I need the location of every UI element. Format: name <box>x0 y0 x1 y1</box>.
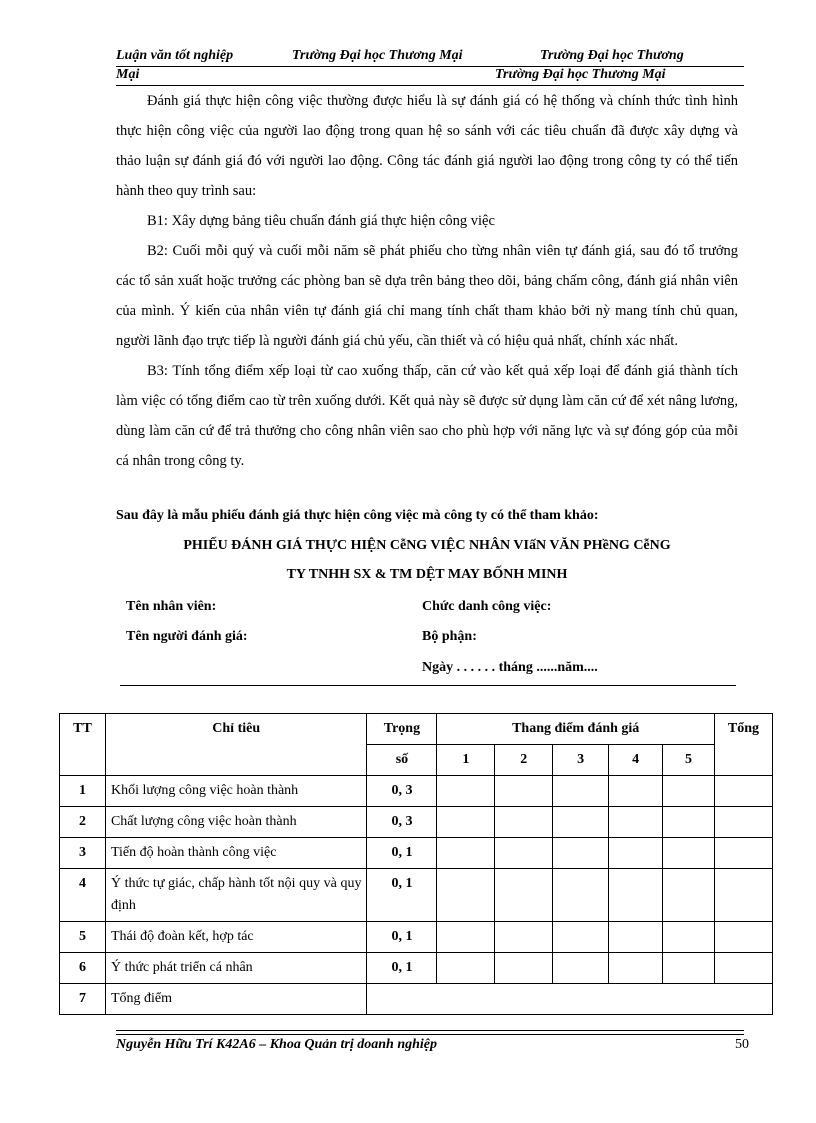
header-score-4: 4 <box>609 745 663 776</box>
score-cell[interactable] <box>495 953 553 984</box>
score-cell[interactable] <box>609 807 663 838</box>
score-cell[interactable] <box>437 807 495 838</box>
score-cell[interactable] <box>437 776 495 807</box>
row-tt: 3 <box>60 838 106 869</box>
score-cell[interactable] <box>553 807 609 838</box>
header-university-2: Trường Đại học Thương <box>540 48 684 63</box>
row-criteria: Tổng điểm <box>105 984 367 1015</box>
table-row <box>60 953 773 984</box>
form-intro: Sau đây là mẫu phiếu đánh giá thực hiện công việc mà công ty có thể tham khảo: <box>116 508 599 523</box>
row-tt: 4 <box>60 869 106 922</box>
paragraph-step-3: B3: Tính tổng điểm xếp loại từ cao xuống thấp, căn cứ vào kết quả xếp loại để đánh giá thành tích làm việc có tổng điểm cao từ trên xuống dưới. Kết quả này sẽ được sử dụng làm căn cứ để xét nâng lương, dùng làm căn cứ để trả thưởng cho công nhân viên sao cho phù hợp với năng lực và sự đóng góp của mỗi cá nhân trong công ty. <box>116 363 738 469</box>
header-criteria: Chỉ tiêu <box>105 714 367 776</box>
score-cell[interactable] <box>553 838 609 869</box>
field-date: Ngày . . . . . . tháng ......năm.... <box>422 660 598 675</box>
total-cell[interactable] <box>714 838 772 869</box>
grand-total-cell[interactable] <box>367 984 773 1015</box>
table-row <box>60 869 773 922</box>
footer-author: Nguyễn Hữu Trí K42A6 – Khoa Quản trị doanh nghiệp <box>116 1037 438 1052</box>
page-number: 50 <box>735 1037 749 1052</box>
header-university-1: Trường Đại học Thương Mại <box>292 48 463 63</box>
table-row <box>60 776 773 807</box>
score-cell[interactable] <box>495 807 553 838</box>
score-cell[interactable] <box>609 838 663 869</box>
score-cell[interactable] <box>437 922 495 953</box>
header-score-2: 2 <box>495 745 553 776</box>
row-weight: 0, 3 <box>367 807 437 838</box>
body-text <box>116 86 738 476</box>
row-criteria: Khối lượng công việc hoàn thành <box>105 776 367 807</box>
row-weight: 0, 3 <box>367 776 437 807</box>
row-tt: 5 <box>60 922 106 953</box>
field-employee-name: Tên nhân viên: <box>126 599 217 614</box>
evaluation-table <box>59 713 773 1015</box>
header-score-1: 1 <box>437 745 495 776</box>
row-criteria: Ý thức tự giác, chấp hành tốt nội quy và quy định <box>105 869 367 922</box>
header-score-3: 3 <box>553 745 609 776</box>
score-cell[interactable] <box>553 953 609 984</box>
footer-rule-2 <box>116 1034 744 1035</box>
total-cell[interactable] <box>714 807 772 838</box>
score-cell[interactable] <box>495 776 553 807</box>
header-score-5: 5 <box>663 745 715 776</box>
form-separator <box>120 685 736 686</box>
page-header <box>116 48 744 68</box>
score-cell[interactable] <box>663 869 715 922</box>
header-total: Tổng <box>714 714 772 776</box>
score-cell[interactable] <box>609 776 663 807</box>
row-weight: 0, 1 <box>367 953 437 984</box>
score-cell[interactable] <box>495 869 553 922</box>
score-cell[interactable] <box>663 807 715 838</box>
header-thesis-label: Luận văn tốt nghiệp <box>116 48 234 63</box>
row-criteria: Ý thức phát triển cá nhân <box>105 953 367 984</box>
score-cell[interactable] <box>437 953 495 984</box>
header-tt: TT <box>60 714 106 776</box>
field-job-title: Chức danh công việc: <box>422 599 552 614</box>
row-criteria: Chất lượng công việc hoàn thành <box>105 807 367 838</box>
total-cell[interactable] <box>714 922 772 953</box>
paragraph-step-2: B2: Cuối mỗi quý và cuối mỗi năm sẽ phát phiếu cho từng nhân viên tự đánh giá, sau đó tổ trưởng các tổ sản xuất hoặc trưởng các phòng ban sẽ dựa trên bảng theo dõi, bảng chấm công, đánh giá nhân viên của mình. Ý kiến của nhân viên tự đánh giá chỉ mang tính chất tham khảo bởi nỳ mang tính chủ quan, người lãnh đạo trực tiếp là người đánh giá chủ yếu, cần thiết và có hiệu quả nhất, chính xác nhất. <box>116 243 738 349</box>
score-cell[interactable] <box>553 776 609 807</box>
header-scale: Thang điểm đánh giá <box>437 714 715 745</box>
score-cell[interactable] <box>495 838 553 869</box>
score-cell[interactable] <box>437 869 495 922</box>
footer-rule <box>116 1030 744 1031</box>
score-cell[interactable] <box>663 776 715 807</box>
table-row-total <box>60 984 773 1015</box>
row-weight: 0, 1 <box>367 869 437 922</box>
page-header-line2 <box>116 67 744 87</box>
row-tt: 7 <box>60 984 106 1015</box>
row-criteria: Tiến độ hoàn thành công việc <box>105 838 367 869</box>
total-cell[interactable] <box>714 776 772 807</box>
row-criteria: Thái độ đoàn kết, hợp tác <box>105 922 367 953</box>
table-row <box>60 838 773 869</box>
table-row <box>60 807 773 838</box>
row-weight: 0, 1 <box>367 838 437 869</box>
score-cell[interactable] <box>437 838 495 869</box>
row-tt: 1 <box>60 776 106 807</box>
score-cell[interactable] <box>663 953 715 984</box>
row-weight: 0, 1 <box>367 922 437 953</box>
header-wrap-text: Mại <box>116 67 140 82</box>
form-title-line2: TY TNHH SX & TM DỆT MAY BỐNH MINH <box>286 567 568 582</box>
score-cell[interactable] <box>553 869 609 922</box>
header-weight: Trọng <box>367 714 437 745</box>
score-cell[interactable] <box>609 922 663 953</box>
score-cell[interactable] <box>553 922 609 953</box>
field-evaluator-name: Tên người đánh giá: <box>126 629 248 644</box>
field-department: Bộ phận: <box>422 629 477 644</box>
total-cell[interactable] <box>714 869 772 922</box>
score-cell[interactable] <box>495 922 553 953</box>
score-cell[interactable] <box>663 838 715 869</box>
score-cell[interactable] <box>609 953 663 984</box>
row-tt: 2 <box>60 807 106 838</box>
table-row <box>60 922 773 953</box>
paragraph-step-1: B1: Xây dựng bảng tiêu chuẩn đánh giá thực hiện công việc <box>147 213 495 229</box>
score-cell[interactable] <box>663 922 715 953</box>
total-cell[interactable] <box>714 953 772 984</box>
form-title-line1: PHIẾU ĐÁNH GIÁ THỰC HIỆN CễNG VIỆC NHÂN VIấN VĂN PHềNG CễNG <box>183 538 671 553</box>
score-cell[interactable] <box>609 869 663 922</box>
header-weight-2: số <box>367 745 437 776</box>
header-university-3: Trường Đại học Thương Mại <box>495 67 666 82</box>
row-tt: 6 <box>60 953 106 984</box>
table-header-row <box>60 714 773 745</box>
paragraph-intro: Đánh giá thực hiện công việc thường được hiểu là sự đánh giá có hệ thống và chính thức tình hình thực hiện công việc của người lao động trong quan hệ so sánh với các tiêu chuẩn đã được xây dựng và thảo luận sự đánh giá đó với người lao động. Công tác đánh giá người lao động trong công ty có thể tiến hành theo quy trình sau: <box>116 93 738 199</box>
